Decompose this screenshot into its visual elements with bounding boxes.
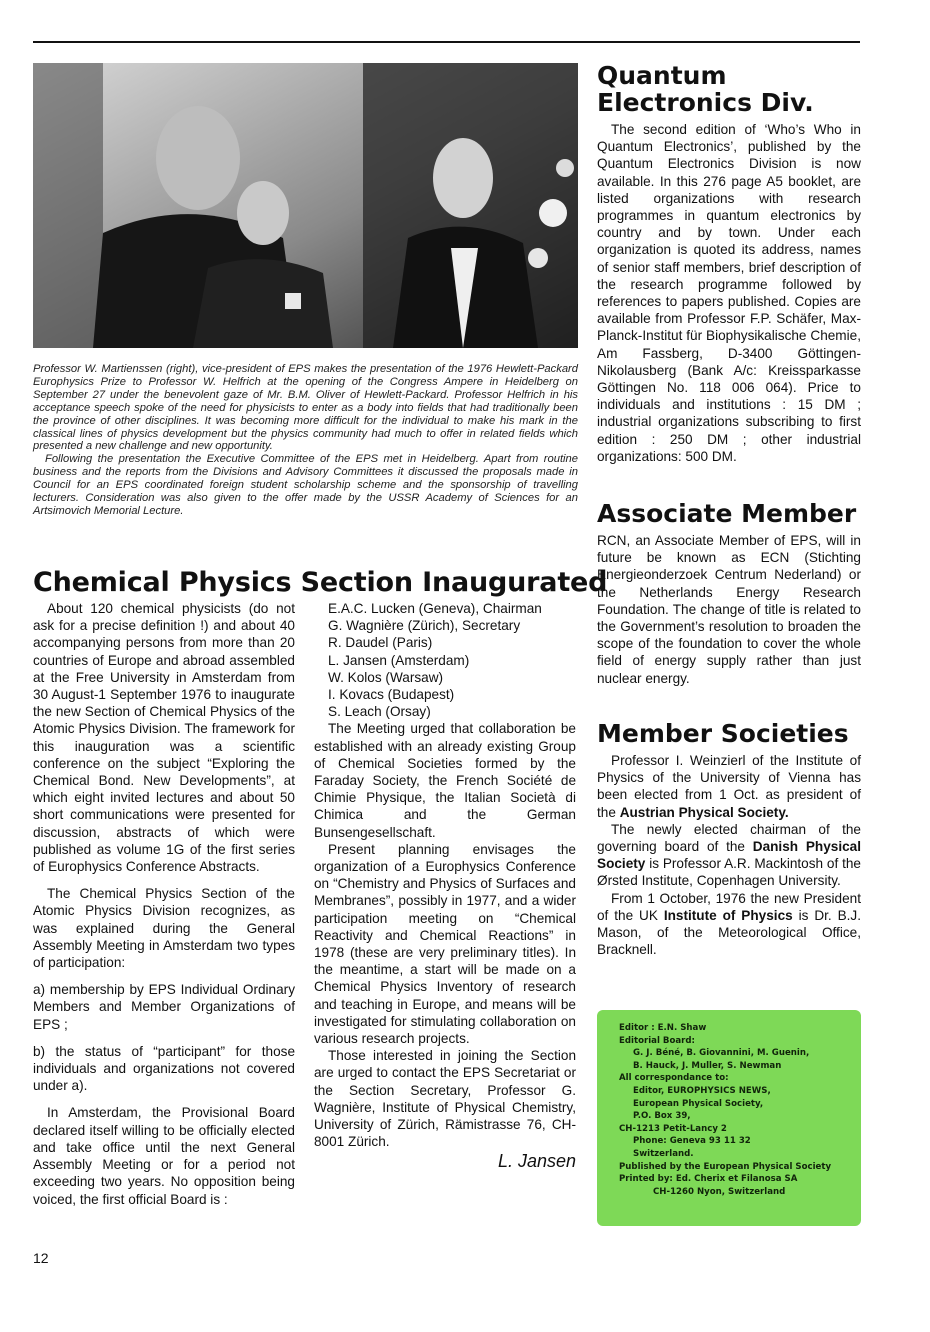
- masthead-board-label: Editorial Board:: [619, 1035, 695, 1046]
- article-paragraph: Those interested in joining the Section are urged to contact the EPS Secretariat or the Section Secretary, Professor G. Wagnière, Institute of Physical Chemistry, University of Zürich, Rämistrasse 76, CH-8001 Zürich.: [314, 1048, 576, 1150]
- society-name: Danish Physical Society: [597, 839, 861, 872]
- masthead-box: [597, 1010, 861, 1226]
- photo-caption: [33, 363, 578, 518]
- masthead-editor: Editor : E.N. Shaw: [619, 1023, 707, 1033]
- board-member: L. Jansen (Amsterdam): [328, 652, 470, 668]
- section-title: Quantum Electronics Div.: [597, 61, 814, 117]
- text-run: Professor I. Weinzierl of the Institute of Physics of the University of Vienna has been elected from 1 Oct. as president of the: [597, 753, 861, 820]
- section-text: [597, 821, 861, 890]
- quantum-electronics-section: [597, 62, 861, 465]
- section-text: RCN, an Associate Member of EPS, will in future be known as ECN (Stichting Energieonderzoek Centrum Nederland) or the Netherlands Energy Research Foundation. The change of title is related to the Government’s resolution to broaden the scope of the foundation to cover the whole field of energy supply rather than just nuclear energy.: [597, 533, 861, 686]
- society-name: Austrian Physical Society.: [619, 804, 789, 820]
- masthead-board-line: B. Hauck, J. Muller, S. Newman: [633, 1060, 782, 1071]
- caption-paragraph: Professor W. Martienssen (right), vice-president of EPS makes the presentation of the 1976 Hewlett-Packard Europhysics Prize to Professor W. Helfrich at the opening of the Congress Ampere in Heidelberg on September 27 under the benevolent gaze of Mr. B.M. Oliver of Hewlett-Packard. Professor Helfrich in his acceptance speech spoke of the need for physicists to enter as a body into fields that had traditionally been the province of other disciplines. It was becoming more difficult for the individual to make his mark in the classical lines of physics development but the physics community had much to offer in related fields which presented a new challenge and new opportunity.: [33, 363, 578, 453]
- masthead-corr-line: CH-1213 Petit-Lancy 2: [619, 1123, 727, 1134]
- article-title: Chemical Physics Section Inaugurated: [33, 567, 608, 598]
- section-title: Associate Member: [597, 499, 857, 528]
- article-paragraph: In Amsterdam, the Provisional Board declared itself willing to be officially elected and take office until the next General Assembly Meeting or for a period not exceeding two years. No opposition being voiced, the first official Board is :: [33, 1105, 295, 1207]
- board-member: G. Wagnière (Zürich), Secretary: [328, 618, 521, 634]
- award-photo: [33, 63, 578, 348]
- masthead-corr-label: All correspondance to:: [619, 1073, 729, 1084]
- board-member: I. Kovacs (Budapest): [328, 687, 455, 703]
- article-column-1: [33, 600, 295, 1208]
- article-column-2: [314, 600, 576, 1171]
- masthead-phone: Phone: Geneva 93 11 32: [633, 1136, 751, 1147]
- section-title: Member Societies: [597, 719, 849, 748]
- masthead-printed: Printed by: Ed. Cherix et Filanosa SA: [619, 1174, 798, 1185]
- board-list: [314, 600, 576, 720]
- masthead-corr-line: P.O. Box 39,: [633, 1111, 691, 1122]
- text-run: is Professor A.R. Mackintosh of the Ørsted Institute, Copenhagen University.: [597, 856, 861, 889]
- society-name: Institute of Physics: [663, 907, 793, 923]
- associate-member-section: [597, 500, 861, 687]
- masthead-printed-address: CH-1260 Nyon, Switzerland: [653, 1186, 786, 1197]
- masthead-board-line: G. J. Béné, B. Giovannini, M. Guenin,: [633, 1048, 810, 1059]
- masthead-published: Published by the European Physical Society: [619, 1161, 832, 1172]
- text-run: From 1 October, 1976 the new President of the UK: [597, 890, 861, 923]
- photo-illustration: [33, 63, 578, 348]
- text-run: is Dr. B.J. Mason, of the Meteorological Office, Bracknell.: [597, 907, 862, 958]
- article-paragraph: The Meeting urged that collaboration be established with an already existing Group of Chemical Societies formed by the Faraday Society, the French Société de Chimie Physique, the Italian Società di Chimica and the German Bunsengesellschaft.: [314, 721, 576, 840]
- masthead-corr-line: Editor, EUROPHYSICS NEWS,: [633, 1085, 771, 1096]
- member-societies-section: [597, 720, 861, 958]
- board-member: W. Kolos (Warsaw): [328, 669, 444, 685]
- top-rule: [33, 41, 860, 43]
- article-paragraph: Present planning envisages the organization of a Europhysics Conference on “Chemistry and Physics of Surfaces and Membranes”, possibly in 1977, and a wider participation meeting on “Chemical Reactivity and Chemical Reactions” in 1978 (these are very preliminary titles). In the meantime, a start will be made on a Chemical Physics Inventory of research and teaching in Europe, and means will be investigated for stimulating collaboration on various research projects.: [314, 841, 576, 1047]
- masthead-corr-line: European Physical Society,: [633, 1098, 764, 1109]
- author-signature: L. Jansen: [497, 1150, 576, 1171]
- article-paragraph: b) the status of “participant” for those individuals and organizations not covered under a).: [33, 1043, 295, 1094]
- article-paragraph: a) membership by EPS Individual Ordinary Members and Member Organizations of EPS ;: [33, 982, 295, 1032]
- board-member: S. Leach (Orsay): [328, 704, 431, 720]
- page-number: 12: [33, 1250, 49, 1266]
- masthead-country: Switzerland.: [633, 1148, 694, 1159]
- text-run: The newly elected chairman of the governing board of the: [597, 821, 861, 855]
- section-text: [597, 752, 861, 821]
- caption-paragraph: Following the presentation the Executive Committee of the EPS met in Heidelberg. Apart from routine business and the reports from the Divisions and Advisory Committees it discussed the proposals made in Council for an EPS coordinated foreign student scholarship scheme and the sponsorship of travelling lecturers. Consideration was also given to the offer made by the USSR Academy of Sciences for an Artsimovich Memorial Lecture.: [33, 453, 578, 517]
- article-paragraph: About 120 chemical physicists (do not ask for a precise definition !) and about 40 accompanying persons from more than 20 countries of Europe and abroad assembled at the Free University in Amsterdam from 30 August-1 September 1976 to inaugurate the new Section of Chemical Physics of the Atomic Physics Division. The framework for this inauguration was a scientific conference on the subject “Exploring the Chemical Bond. New Developments”, at which eight invited lectures and about 50 short communications were presented for discussion, abstracts of which were published as volume 1G of the first series of Europhysics Conference Abstracts.: [33, 601, 295, 875]
- board-member: R. Daudel (Paris): [328, 635, 433, 651]
- board-member: E.A.C. Lucken (Geneva), Chairman: [328, 601, 542, 616]
- section-text: [597, 890, 861, 959]
- section-text: The second edition of ‘Who’s Who in Quantum Electronics’, published by the Quantum Electronics Division is now available. In this 276 page A5 booklet, are listed organizations with research programmes in quantum electronics by country and by town. Under each organization is quoted its address, names of senior staff members, brief description of the research programme followed by references to papers published. Copies are available from Professor F.P. Schäfer, Max-Planck-Institut für Biophysikalische Chemie, Am Fassberg, D-3400 Göttingen-Nikolausberg (Bank A/c: Kreissparkasse Göttingen No. 118 006 064). Price to individuals and institutions : 15 DM ; industrial organizations subscribing to first edition : 250 DM ; other industrial organizations: 500 DM.: [597, 122, 861, 464]
- article-paragraph: The Chemical Physics Section of the Atomic Physics Division recognizes, as was explained during the General Assembly Meeting in Amsterdam two types of participation:: [33, 886, 295, 971]
